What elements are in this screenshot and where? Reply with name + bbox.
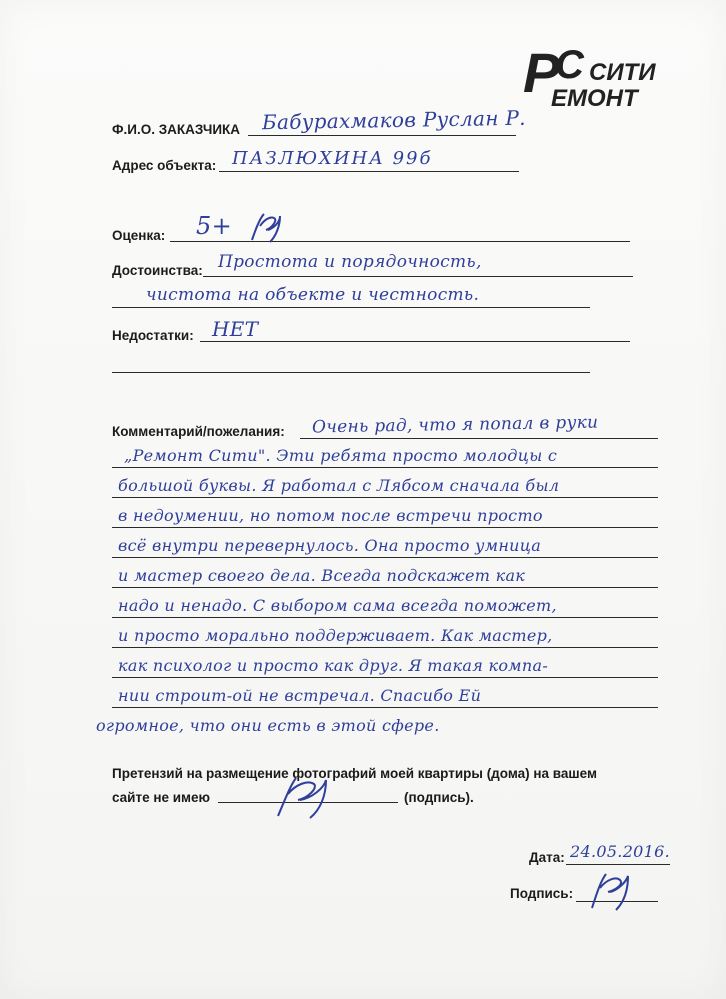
merits-rule-1 (203, 276, 633, 277)
comment-line-6: и мастер своего дела. Всегда подскажет как (118, 566, 526, 585)
signature-icon (584, 868, 634, 912)
client-rule (248, 135, 516, 136)
merits-label: Достоинства: (112, 263, 203, 278)
comment-line-5: всё внутри перевернулось. Она просто умница (118, 536, 542, 555)
consent-line-2-suffix: (подпись). (404, 790, 474, 805)
address-value: ПАЗЛЮХИНА 99б (232, 148, 433, 169)
signature-label: Подпись: (510, 886, 574, 901)
date-label: Дата: (529, 850, 565, 865)
comment-line-8: и просто морально поддерживает. Как мастер, (118, 626, 553, 645)
consent-signature-icon (268, 772, 338, 820)
rating-value: 5+ (196, 212, 232, 240)
comment-rule-9 (112, 707, 658, 708)
rating-signature-icon (246, 210, 286, 244)
logo-letter-c: С (555, 43, 584, 87)
date-value: 24.05.2016. (570, 842, 670, 861)
address-label: Адрес объекта: (112, 158, 217, 173)
comment-rule-3 (112, 527, 658, 528)
comment-line-10: нии строит-ой не встречал. Спасибо Ей (118, 686, 482, 705)
date-rule (566, 864, 670, 865)
client-label: Ф.И.О. ЗАКАЗЧИКА (112, 122, 241, 137)
comment-rule-4 (112, 557, 658, 558)
merits-line-2: чистота на объекте и честность. (146, 285, 480, 305)
comment-rule-2 (112, 497, 658, 498)
comment-rule-1 (112, 467, 658, 468)
flaws-rule-2 (112, 372, 590, 373)
consent-line-1: Претензий на размещение фотографий моей квартиры (дома) на вашем (112, 766, 597, 781)
rating-label: Оценка: (112, 228, 166, 243)
merits-line-1: Простота и порядочность, (218, 252, 482, 272)
comment-rule-7 (112, 647, 658, 648)
comment-line-9: как психолог и просто как друг. Я такая компа- (118, 656, 549, 675)
comment-line-7: надо и ненадо. С выбором сама всегда поможет, (118, 596, 557, 615)
rating-rule (170, 241, 630, 242)
merits-rule-2 (112, 307, 590, 308)
remont-siti-logo (515, 36, 665, 114)
comment-label: Комментарий/пожелания: (112, 424, 285, 439)
client-value: Бабурахмаков Руслан Р. (261, 105, 526, 135)
flaws-value: НЕТ (212, 317, 259, 341)
flaws-rule-1 (200, 341, 630, 342)
logo-text-bottom: ЕМОНТ (551, 85, 638, 112)
logo-text-top: СИТИ (589, 59, 656, 86)
comment-rule-5 (112, 587, 658, 588)
consent-line-2-prefix: сайте не имею (112, 790, 211, 805)
comment-rule-8 (112, 677, 658, 678)
comment-rule-6 (112, 617, 658, 618)
comment-line-4: в недоумении, но потом после встречи просто (118, 506, 543, 525)
comment-line-3: большой буквы. Я работал с Лябсом сначала был (118, 476, 560, 495)
logo-letter-r: Р (523, 41, 561, 104)
address-rule (219, 171, 519, 172)
comment-rule-0 (300, 438, 658, 439)
comment-line-2: „Ремонт Сити". Эти ребята просто молодцы с (124, 446, 558, 465)
comment-line-1: Очень рад, что я попал в руки (311, 412, 599, 438)
flaws-label: Недостатки: (112, 328, 194, 343)
comment-line-11: огромное, что они есть в этой сфере. (96, 716, 440, 735)
